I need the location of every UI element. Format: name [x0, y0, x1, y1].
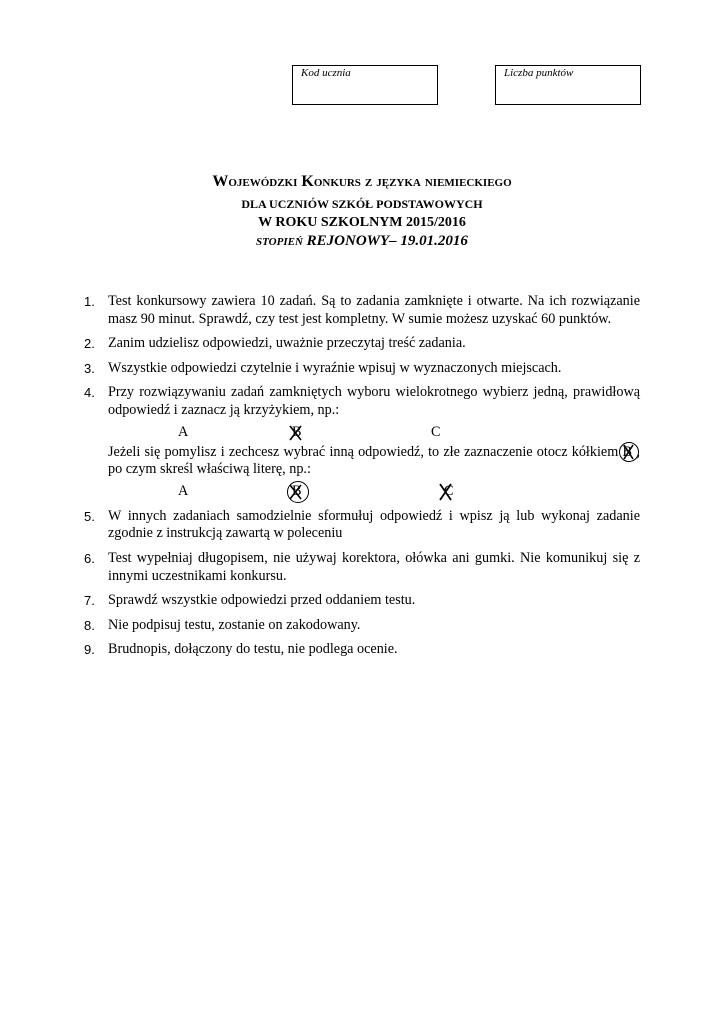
correction-text-before: Jeżeli się pomylisz i zechcesz wybrać inną odpowiedź, to złe zaznaczenie otocz kółkiem: [108, 443, 623, 460]
student-code-box[interactable]: [292, 65, 438, 105]
instruction-item: [84, 293, 640, 328]
instruction-item: [84, 617, 640, 635]
example-options: [108, 420, 640, 442]
stage-label: STOPIEŃ: [256, 236, 303, 248]
instruction-item: [84, 335, 640, 353]
instruction-item: [84, 641, 640, 659]
option-c: C: [431, 423, 441, 440]
instruction-item: [84, 592, 640, 610]
points-box[interactable]: [495, 65, 641, 105]
instructions-list: [84, 293, 640, 666]
item-number: 2.: [84, 336, 95, 352]
circled-letter: B: [622, 443, 632, 460]
cross-mark-icon: [289, 425, 303, 441]
option-b-letter: B: [292, 423, 302, 440]
contest-stage: [0, 233, 724, 250]
option-a: A: [178, 482, 189, 499]
item-number: 6.: [84, 550, 95, 566]
contest-subtitle-year: W ROKU SZKOLNYM 2015/2016: [258, 215, 466, 230]
option-c-letter: C: [444, 482, 454, 499]
points-label: Liczba punktów: [504, 67, 574, 79]
instruction-text: Test wypełniaj długopisem, nie używaj korektora, ołówka ani gumki. Nie komunikuj się z innymi uczestnikami konkursu.: [108, 549, 640, 584]
instruction-text: Sprawdź wszystkie odpowiedzi przed oddaniem testu.: [108, 592, 416, 609]
option-b-circled-cross: [292, 483, 301, 501]
item-number: 3.: [84, 360, 95, 376]
option-c-crossed: [444, 483, 453, 501]
instruction-text: Test konkursowy zawiera 10 zadań. Są to zadania zamknięte i otwarte. Na ich rozwiązanie masz 90 minut. Sprawdź, czy test jest kompletny. W sumie możesz uzyskać 60 punktów.: [108, 293, 640, 327]
instruction-text: Brudnopis, dołączony do testu, nie podlega ocenie.: [108, 641, 398, 658]
circled-cross-icon: [286, 480, 310, 504]
item-number: 4.: [84, 385, 95, 401]
instruction-text: Przy rozwiązywaniu zadań zamkniętych wyboru wielokrotnego wybierz jedną, prawidłową odpowiedź i zaznacz ją krzyżykiem, np.:: [108, 384, 640, 418]
correction-text-after: , po czym skreśl właściwą literę, np.:: [108, 443, 640, 478]
instruction-text: Zanim udzielisz odpowiedzi, uważnie przeczytaj treść zadania.: [108, 335, 466, 352]
item-number: 8.: [84, 617, 95, 633]
instruction-text: Wszystkie odpowiedzi czytelnie i wyraźnie wpisuj w wyznaczonych miejscach.: [108, 359, 562, 376]
option-a: A: [178, 423, 189, 440]
contest-title: Wojewódzki Konkurs z języka niemieckiego: [212, 173, 512, 190]
stage-value: REJONOWY– 19.01.2016: [302, 233, 468, 249]
instruction-text: W innych zadaniach samodzielnie sformułuj odpowiedź i wpisz ją lub wykonaj zadanie zgodnie z instrukcją zawartą w poleceniu: [108, 507, 640, 542]
item-number: 7.: [84, 593, 95, 609]
circled-cross-icon: [618, 441, 640, 463]
instruction-item: [84, 384, 640, 500]
instruction-item: [84, 508, 640, 543]
correction-instruction: [108, 444, 640, 479]
circled-cross-example: [622, 444, 636, 462]
instruction-item: [84, 550, 640, 585]
instruction-item: [84, 360, 640, 378]
option-b-letter: B: [292, 482, 302, 499]
instruction-text: Nie podpisuj testu, zostanie on zakodowany.: [108, 616, 361, 633]
option-b-marked: [292, 424, 301, 442]
correction-example-options: [108, 479, 640, 501]
cross-mark-icon: [439, 483, 453, 501]
contest-subtitle-audience: DLA UCZNIÓW SZKÓŁ PODSTAWOWYCH: [241, 197, 483, 211]
item-number: 1.: [84, 294, 95, 309]
student-code-label: Kod ucznia: [301, 67, 351, 79]
item-number: 9.: [84, 642, 95, 658]
item-number: 5.: [84, 508, 95, 524]
